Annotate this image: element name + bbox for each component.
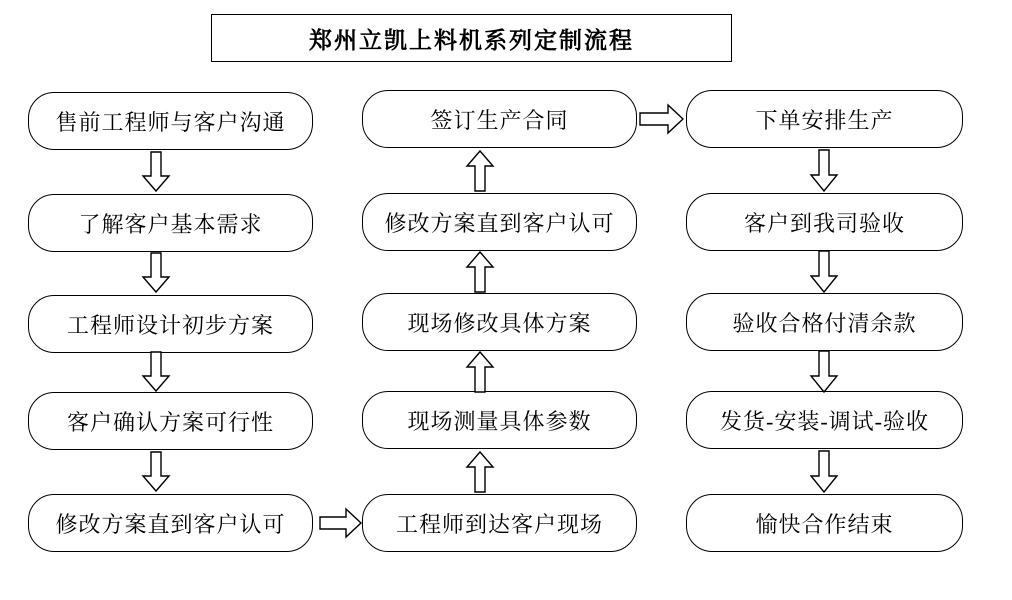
arrow-right-col2-to-col3 [640, 104, 684, 134]
node-revise-until-approved-2[interactable] [362, 193, 637, 251]
diagram-title: 郑州立凯上料机系列定制流程 [309, 27, 634, 53]
node-onsite-revise-plan[interactable] [362, 293, 637, 351]
arrow-up-col2-4 [466, 451, 494, 493]
arrow-up-col2-2 [466, 251, 494, 293]
node-label: 下单安排生产 [755, 107, 894, 133]
node-label: 了解客户基本需求 [78, 211, 263, 237]
arrow-down-col3-2 [810, 251, 838, 293]
node-label: 修改方案直到客户认可 [384, 210, 615, 236]
node-ship-install-debug-accept[interactable] [686, 391, 963, 449]
arrow-down-col1-4 [142, 452, 170, 492]
arrow-down-col1-2 [142, 253, 170, 293]
node-presales-communication[interactable] [28, 92, 313, 150]
node-label: 售前工程师与客户沟通 [55, 109, 286, 135]
node-label: 签订生产合同 [430, 107, 569, 133]
arrow-down-col1-1 [142, 152, 170, 192]
node-label: 发货-安装-调试-验收 [720, 408, 929, 434]
node-sign-contract[interactable] [362, 90, 637, 148]
node-label: 工程师到达客户现场 [395, 511, 603, 537]
arrow-down-col3-3 [810, 351, 838, 393]
node-label: 客户到我司验收 [743, 210, 905, 236]
node-customer-inspection[interactable] [686, 193, 963, 251]
node-label: 验收合格付清余款 [732, 310, 917, 336]
node-label: 现场修改具体方案 [407, 310, 592, 336]
node-understand-requirements[interactable] [28, 194, 313, 252]
arrow-down-col3-4 [810, 451, 838, 493]
node-design-initial-plan[interactable] [28, 295, 313, 353]
node-place-order-production[interactable] [686, 90, 963, 148]
node-label: 工程师设计初步方案 [66, 312, 274, 338]
arrow-up-col2-3 [466, 351, 494, 393]
node-label: 客户确认方案可行性 [66, 409, 274, 435]
diagram-title-box [211, 14, 732, 62]
node-engineer-arrives-onsite[interactable] [362, 494, 637, 552]
node-label: 现场测量具体参数 [407, 408, 592, 434]
arrow-down-col3-1 [810, 150, 838, 192]
node-label: 修改方案直到客户认可 [55, 511, 286, 537]
arrow-down-col1-3 [142, 352, 170, 392]
node-pay-balance[interactable] [686, 293, 963, 351]
arrow-right-col1-to-col2 [320, 508, 362, 538]
node-label: 愉快合作结束 [755, 511, 894, 537]
node-onsite-measure-params[interactable] [362, 391, 637, 449]
node-revise-until-approved-1[interactable] [28, 494, 313, 552]
arrow-up-col2-1 [466, 150, 494, 192]
node-cooperation-complete[interactable] [686, 494, 963, 552]
node-confirm-feasibility[interactable] [28, 392, 313, 450]
